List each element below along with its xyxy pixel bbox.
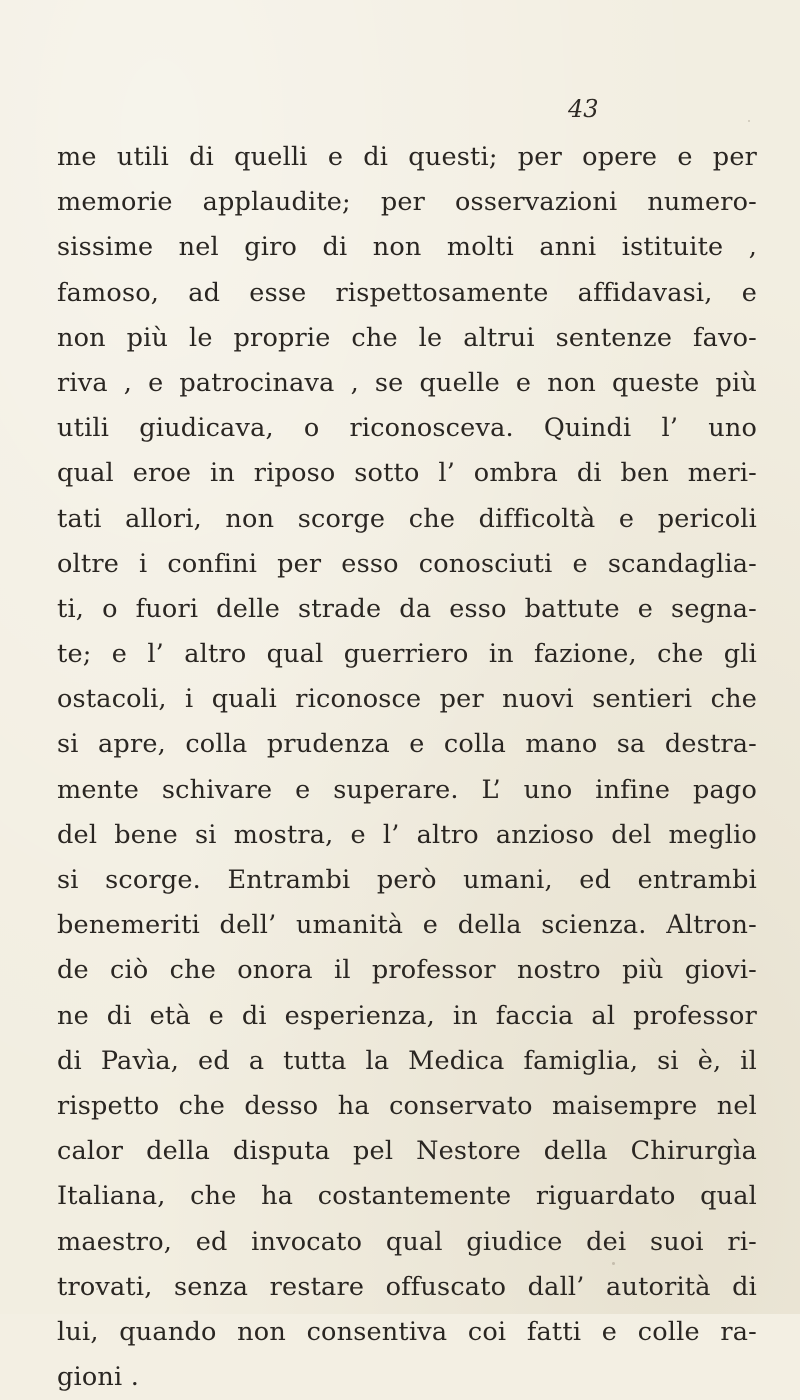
text-line-2: memorie applaudite; per osservazioni numero-	[57, 187, 757, 218]
text-line-20: ne di età e di esperienza, in faccia al professor	[57, 1000, 757, 1031]
text-line-6: riva , e patrocinava , se quelle e non queste più	[57, 367, 757, 398]
text-line-27: lui, quando non consentiva coi fatti e colle ra-	[57, 1316, 757, 1347]
text-line-23: calor della disputa pel Nestore della Chirurgìa	[57, 1136, 757, 1167]
text-line-5: non più le proprie che le altrui sentenze favo-	[57, 322, 757, 353]
text-line-15: mente schivare e superare. L’ uno infine pago	[57, 774, 757, 805]
paper-speck	[96, 1288, 98, 1290]
text-line-14: si apre, colla prudenza e colla mano sa destra-	[57, 729, 757, 760]
text-line-28: gioni .	[57, 1362, 140, 1393]
text-line-7: utili giudicava, o riconosceva. Quindi l’ uno	[57, 413, 757, 444]
page-number: 43	[568, 95, 599, 123]
text-line-21: di Pavìa, ed a tutta la Medica famiglia, si è, il	[57, 1045, 757, 1076]
text-line-3: sissime nel giro di non molti anni istituite ,	[57, 232, 757, 263]
body-text	[57, 135, 757, 1400]
text-line-18: benemeriti dell’ umanità e della scienza. Altron-	[57, 910, 757, 941]
text-line-24: Italiana, che ha costantemente riguardato qual	[57, 1181, 757, 1212]
text-line-25: maestro, ed invocato qual giudice dei suoi ri-	[57, 1226, 757, 1257]
text-line-8: qual eroe in riposo sotto l’ ombra di ben meri-	[57, 458, 757, 489]
text-line-4: famoso, ad esse rispettosamente affidavasi, e	[57, 277, 757, 308]
text-line-22: rispetto che desso ha conservato maisempre nel	[57, 1090, 757, 1121]
text-line-26: trovati, senza restare offuscato dall’ autorità di	[57, 1271, 757, 1302]
text-line-17: si scorge. Entrambi però umani, ed entrambi	[57, 865, 757, 895]
text-line-16: del bene si mostra, e l’ altro anzioso del meglio	[57, 819, 757, 850]
paper-speck	[612, 1262, 615, 1265]
text-line-19: de ciò che onora il professor nostro più giovi-	[57, 955, 757, 986]
text-line-11: ti, o fuori delle strade da esso battute e segna-	[57, 593, 757, 624]
paper-speck	[748, 120, 750, 122]
text-line-1: me utili di quelli e di questi; per opere e per	[57, 142, 757, 172]
text-line-12: te; e l’ altro qual guerriero in fazione, che gli	[57, 639, 757, 670]
text-line-9: tati allori, non scorge che difficoltà e pericoli	[57, 503, 757, 534]
text-line-10: oltre i confini per esso conosciuti e scandaglia-	[57, 548, 757, 579]
text-line-13: ostacoli, i quali riconosce per nuovi sentieri che	[57, 684, 757, 715]
